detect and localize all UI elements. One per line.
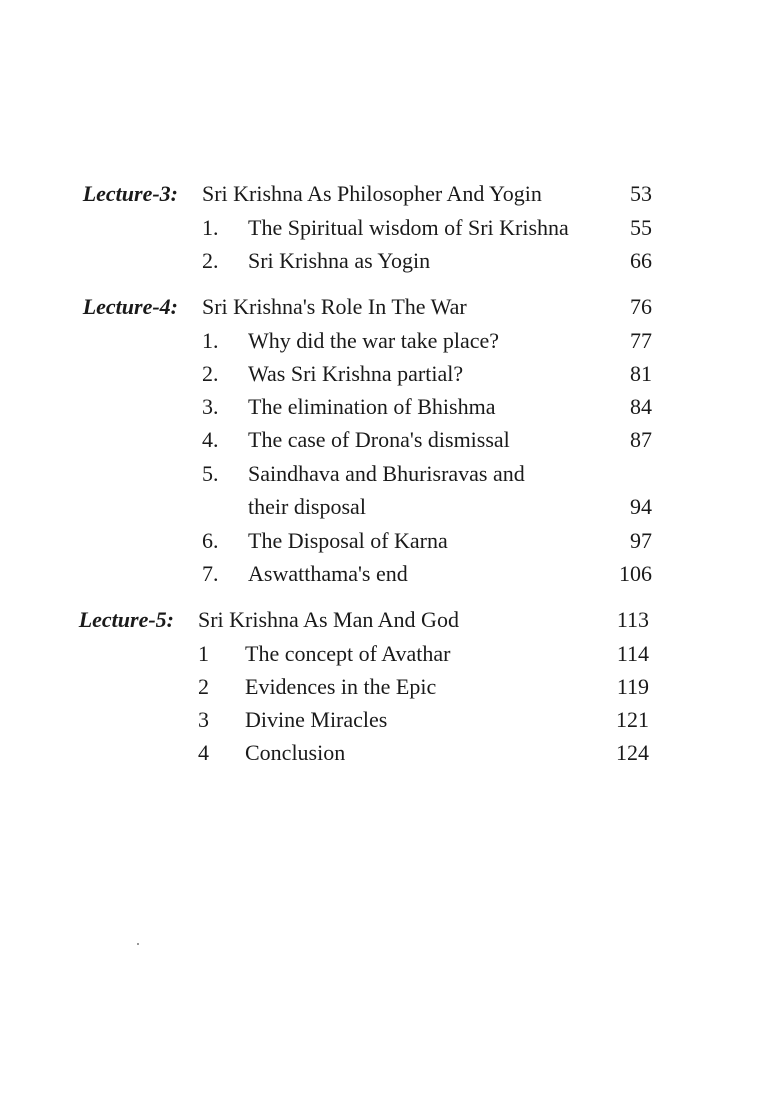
page-number: 114 — [616, 641, 649, 666]
page-number: 55 — [630, 215, 652, 240]
page-number: 119 — [616, 674, 649, 699]
toc-item-row — [0, 705, 780, 735]
item-number: 1. — [202, 328, 219, 353]
item-title: Why did the war take place? — [248, 328, 500, 353]
page-number: 81 — [630, 361, 652, 386]
page-number: 94 — [630, 494, 652, 519]
page-number: 53 — [630, 181, 652, 206]
lecture-label: Lecture-3: — [82, 181, 178, 206]
toc-item-row — [0, 213, 780, 243]
item-number: 2. — [202, 361, 219, 386]
item-title: Saindhava and Bhurisravas and — [248, 461, 525, 486]
page-number: 113 — [616, 607, 649, 632]
item-number: 2. — [202, 248, 219, 273]
toc-item-row — [0, 326, 780, 356]
lecture-title: Sri Krishna As Philosopher And Yogin — [202, 181, 542, 206]
toc-lecture-row — [0, 179, 780, 209]
page-number: 124 — [616, 740, 649, 765]
page-number: 106 — [619, 561, 652, 586]
item-number: 6. — [202, 528, 219, 553]
toc-item-row — [0, 526, 780, 556]
toc-item-row — [0, 639, 780, 669]
item-number: 3. — [202, 394, 219, 419]
toc-item-row — [0, 359, 780, 389]
item-number: 5. — [202, 461, 219, 486]
item-title: Was Sri Krishna partial? — [248, 361, 464, 386]
lecture-title: Sri Krishna As Man And God — [198, 607, 459, 632]
item-number: 2 — [198, 674, 209, 699]
item-title: their disposal — [248, 494, 366, 519]
item-number: 1. — [202, 215, 219, 240]
lecture-title: Sri Krishna's Role In The War — [202, 294, 467, 319]
item-title: The case of Drona's dismissal — [248, 427, 510, 452]
page-number: 121 — [616, 707, 649, 732]
speck — [137, 943, 139, 945]
item-number: 4 — [198, 740, 209, 765]
toc-item-row — [0, 492, 780, 522]
toc-item-row — [0, 738, 780, 768]
toc-item-row — [0, 459, 780, 489]
item-number: 3 — [198, 707, 209, 732]
item-title: The elimination of Bhishma — [248, 394, 496, 419]
toc-item-row — [0, 246, 780, 276]
page-number: 87 — [630, 427, 652, 452]
item-title: Sri Krishna as Yogin — [248, 248, 431, 273]
toc-item-row — [0, 392, 780, 422]
page-number: 66 — [630, 248, 652, 273]
toc-item-row — [0, 425, 780, 455]
page-number: 76 — [630, 294, 652, 319]
page-number: 77 — [630, 328, 652, 353]
item-title: Divine Miracles — [245, 707, 388, 732]
item-number: 4. — [202, 427, 219, 452]
item-number: 1 — [198, 641, 209, 666]
lecture-label: Lecture-4: — [82, 294, 178, 319]
item-title: The Disposal of Karna — [248, 528, 448, 553]
item-number: 7. — [202, 561, 219, 586]
item-title: The concept of Avathar — [245, 641, 451, 666]
item-title: The Spiritual wisdom of Sri Krishna — [248, 215, 569, 240]
page-number: 97 — [630, 528, 652, 553]
toc-item-row — [0, 559, 780, 589]
page-number: 84 — [630, 394, 652, 419]
item-title: Evidences in the Epic — [245, 674, 437, 699]
item-title: Conclusion — [245, 740, 346, 765]
toc-lecture-row — [0, 605, 780, 635]
toc-lecture-row — [0, 292, 780, 322]
item-title: Aswatthama's end — [248, 561, 408, 586]
lecture-label: Lecture-5: — [78, 607, 174, 632]
toc-item-row — [0, 672, 780, 702]
